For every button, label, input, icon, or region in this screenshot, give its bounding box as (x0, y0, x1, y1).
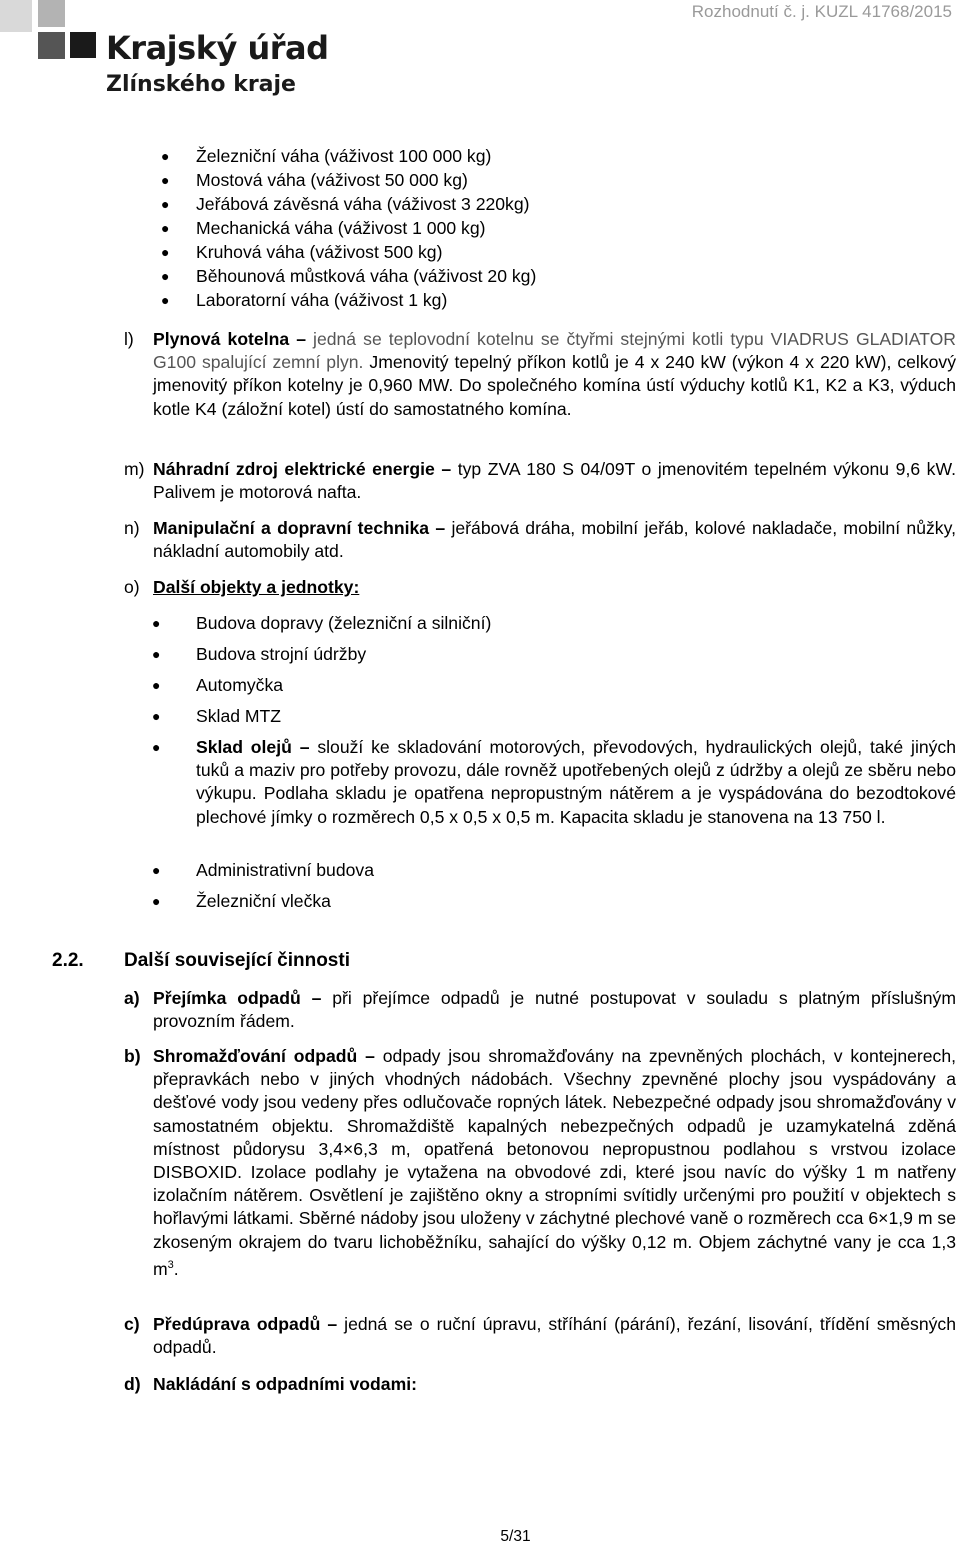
item-d-title: Nakládání s odpadními vodami: (153, 1374, 417, 1394)
item-b-title: Shromažďování odpadů (153, 1046, 358, 1066)
item-a-paragraph (153, 987, 956, 1033)
item-m-paragraph (153, 458, 956, 504)
list-item: Železniční vlečka (196, 891, 331, 911)
item-l-paragraph (153, 328, 956, 421)
dash: – (365, 1046, 375, 1066)
logo-square-mid2 (38, 32, 65, 59)
list-item: Automyčka (196, 675, 284, 695)
list-item: Běhounová můstková váha (váživost 20 kg) (196, 266, 537, 286)
oil-store-text1: slouží ke skladování motorových, převodových, hydraulických olejů, také jiných tuků a maziv pro potřeby provozu, dále rovněž upotřebených olejů z údržby a olejů ze sběru nebo výkupu. (196, 737, 957, 804)
item-o-title: Další objekty a jednotky: (153, 577, 360, 597)
list-item (196, 736, 956, 829)
bullet-icon: ● (152, 893, 161, 909)
bullet-icon: ● (152, 615, 161, 631)
logo-title: Krajský úřad (106, 29, 329, 67)
item-m-title: Náhradní zdroj elektrické energie (153, 459, 435, 479)
list-item: Budova dopravy (železniční a silniční) (196, 613, 492, 633)
item-c-text: jedná se o ruční úpravu, stříhání (párání), řezání, lisování, třídění směsných odpadů. (153, 1314, 957, 1358)
item-c-label: c) (124, 1314, 140, 1334)
item-l-text2: Jmenovitý tepelný příkon kotlů je 4 x 240 kW (výkon 4 x 220 kW), celkový jmenovitý příkon kotelny je 0,960 MW. Do společného komína ústí výduchy kotlů K1, K2 a K3, výduch kotle K4 (záložní kotel) ústí do samostatného komína. (153, 352, 957, 419)
item-b-end: . (173, 1258, 179, 1279)
list-item: Sklad MTZ (196, 706, 282, 726)
item-a-label: a) (124, 988, 140, 1008)
bullet-icon: ● (161, 196, 170, 212)
bullet-icon: ● (152, 739, 161, 755)
logo-square-dark (70, 32, 96, 58)
item-b-label: b) (124, 1046, 141, 1066)
dash: – (441, 459, 452, 479)
document-reference: Rozhodnutí č. j. KUZL 41768/2015 (691, 2, 952, 21)
list-item: Administrativní budova (196, 860, 374, 880)
list-item: Železniční váha (váživost 100 000 kg) (196, 146, 492, 166)
list-item: Laboratorní váha (váživost 1 kg) (196, 290, 448, 310)
item-d-label: d) (124, 1374, 141, 1394)
item-m-label: m) (124, 459, 145, 479)
item-m-text1: typ ZVA 180 S 04/09T o jmenovitém tepelném výkonu 9,6 kW. (457, 459, 957, 479)
bullet-icon: ● (152, 708, 161, 724)
bullet-icon: ● (161, 292, 170, 308)
bullet-icon: ● (152, 862, 161, 878)
bullet-icon: ● (161, 268, 170, 284)
item-c-title: Předúprava odpadů (153, 1314, 321, 1334)
item-l-label: l) (124, 329, 134, 349)
bullet-icon: ● (152, 677, 161, 693)
item-l-title: Plynová kotelna (153, 329, 290, 349)
dash: – (296, 329, 306, 349)
dash: – (435, 518, 446, 538)
list-item: Mostová váha (váživost 50 000 kg) (196, 170, 468, 190)
item-n-text1: jeřábová dráha, mobilní jeřáb, kolové nakladače, mobilní nůžky, nákladní automobily atd. (153, 518, 956, 562)
logo-square-mid (38, 0, 65, 27)
dash: – (299, 737, 310, 757)
oil-store-text2: Podlaha skladu je opatřena nepropustným nátěrem a je vyspádována do bezodtokové plechové jímky o rozměrech 0,5 x 0,5 x 0,5 m. Kapacita skladu je stanovena na 13 750 l. (196, 783, 956, 827)
item-n-title: Manipulační a dopravní technika (153, 518, 430, 538)
list-item: Mechanická váha (váživost 1 000 kg) (196, 218, 486, 238)
list-item: Jeřábová závěsná váha (váživost 3 220kg) (196, 194, 530, 214)
bullet-icon: ● (152, 646, 161, 662)
oil-store-title: Sklad olejů (196, 737, 292, 757)
list-item: Kruhová váha (váživost 500 kg) (196, 242, 443, 262)
section-number: 2.2. (52, 950, 84, 971)
logo-subtitle: Zlínského kraje (106, 72, 296, 97)
page-number: 5/31 (500, 1528, 531, 1545)
list-item: Budova strojní údržby (196, 644, 367, 664)
item-n-label: n) (124, 518, 140, 538)
item-m-text2: Palivem je motorová nafta. (153, 482, 362, 503)
superscript: 3 (167, 1258, 174, 1271)
bullet-icon: ● (161, 220, 170, 236)
section-title: Další související činnosti (124, 950, 350, 971)
dash: – (311, 988, 322, 1008)
dash: – (327, 1314, 338, 1334)
bullet-icon: ● (161, 172, 170, 188)
item-a-text: při přejímce odpadů je nutné postupovat v souladu s platným příslušným provozním řádem. (153, 988, 956, 1032)
item-n-paragraph (153, 517, 956, 563)
item-b-text: odpady jsou shromažďovány na zpevněných plochách, v kontejnerech, přepravkách nebo v jiných vhodných nádobách. Všechny zpevněné plochy jsou vyspádovány a dešťové vody jsou vedeny přes odlučovače ropných látek. Nebezpečné odpady jsou shromažďovány v samostatném objektu. Shromaždiště kapalných nebezpečných odpadů je uzamykatelná zděná místnost půdorysu 3,4×6,3 m, opatřená betonovou nepropustnou podlahou s vrstvou izolace DISBOXID. Izolace podlahy je vytažena na obvodové zdi, které jsou navíc do výšky 1 m natřeny izolačním nátěrem. Osvětlení je zajištěno okny a stropními svítidly určenými pro použití v objektech s hořlavými látkami. Sběrné nádoby jsou uloženy v záchytné plechové vaně o rozměrech cca 6×1,9 m se zkoseným okrajem do tvaru lichoběžníku, sahající do výšky 0,12 m. Objem záchytné vany je cca 1,3 m (153, 1046, 957, 1279)
item-o-label: o) (124, 577, 140, 597)
bullet-icon: ● (161, 244, 170, 260)
item-a-title: Přejímka odpadů (153, 988, 301, 1008)
item-b-paragraph (153, 1045, 956, 1281)
item-l-text1: jedná se teplovodní kotelnu se čtyřmi stejnými kotli typu VIADRUS GLADIATOR G100 spalující zemní plyn. (153, 329, 956, 373)
item-c-paragraph (153, 1313, 956, 1359)
logo-square-light (0, 0, 32, 32)
bullet-icon: ● (161, 148, 170, 164)
